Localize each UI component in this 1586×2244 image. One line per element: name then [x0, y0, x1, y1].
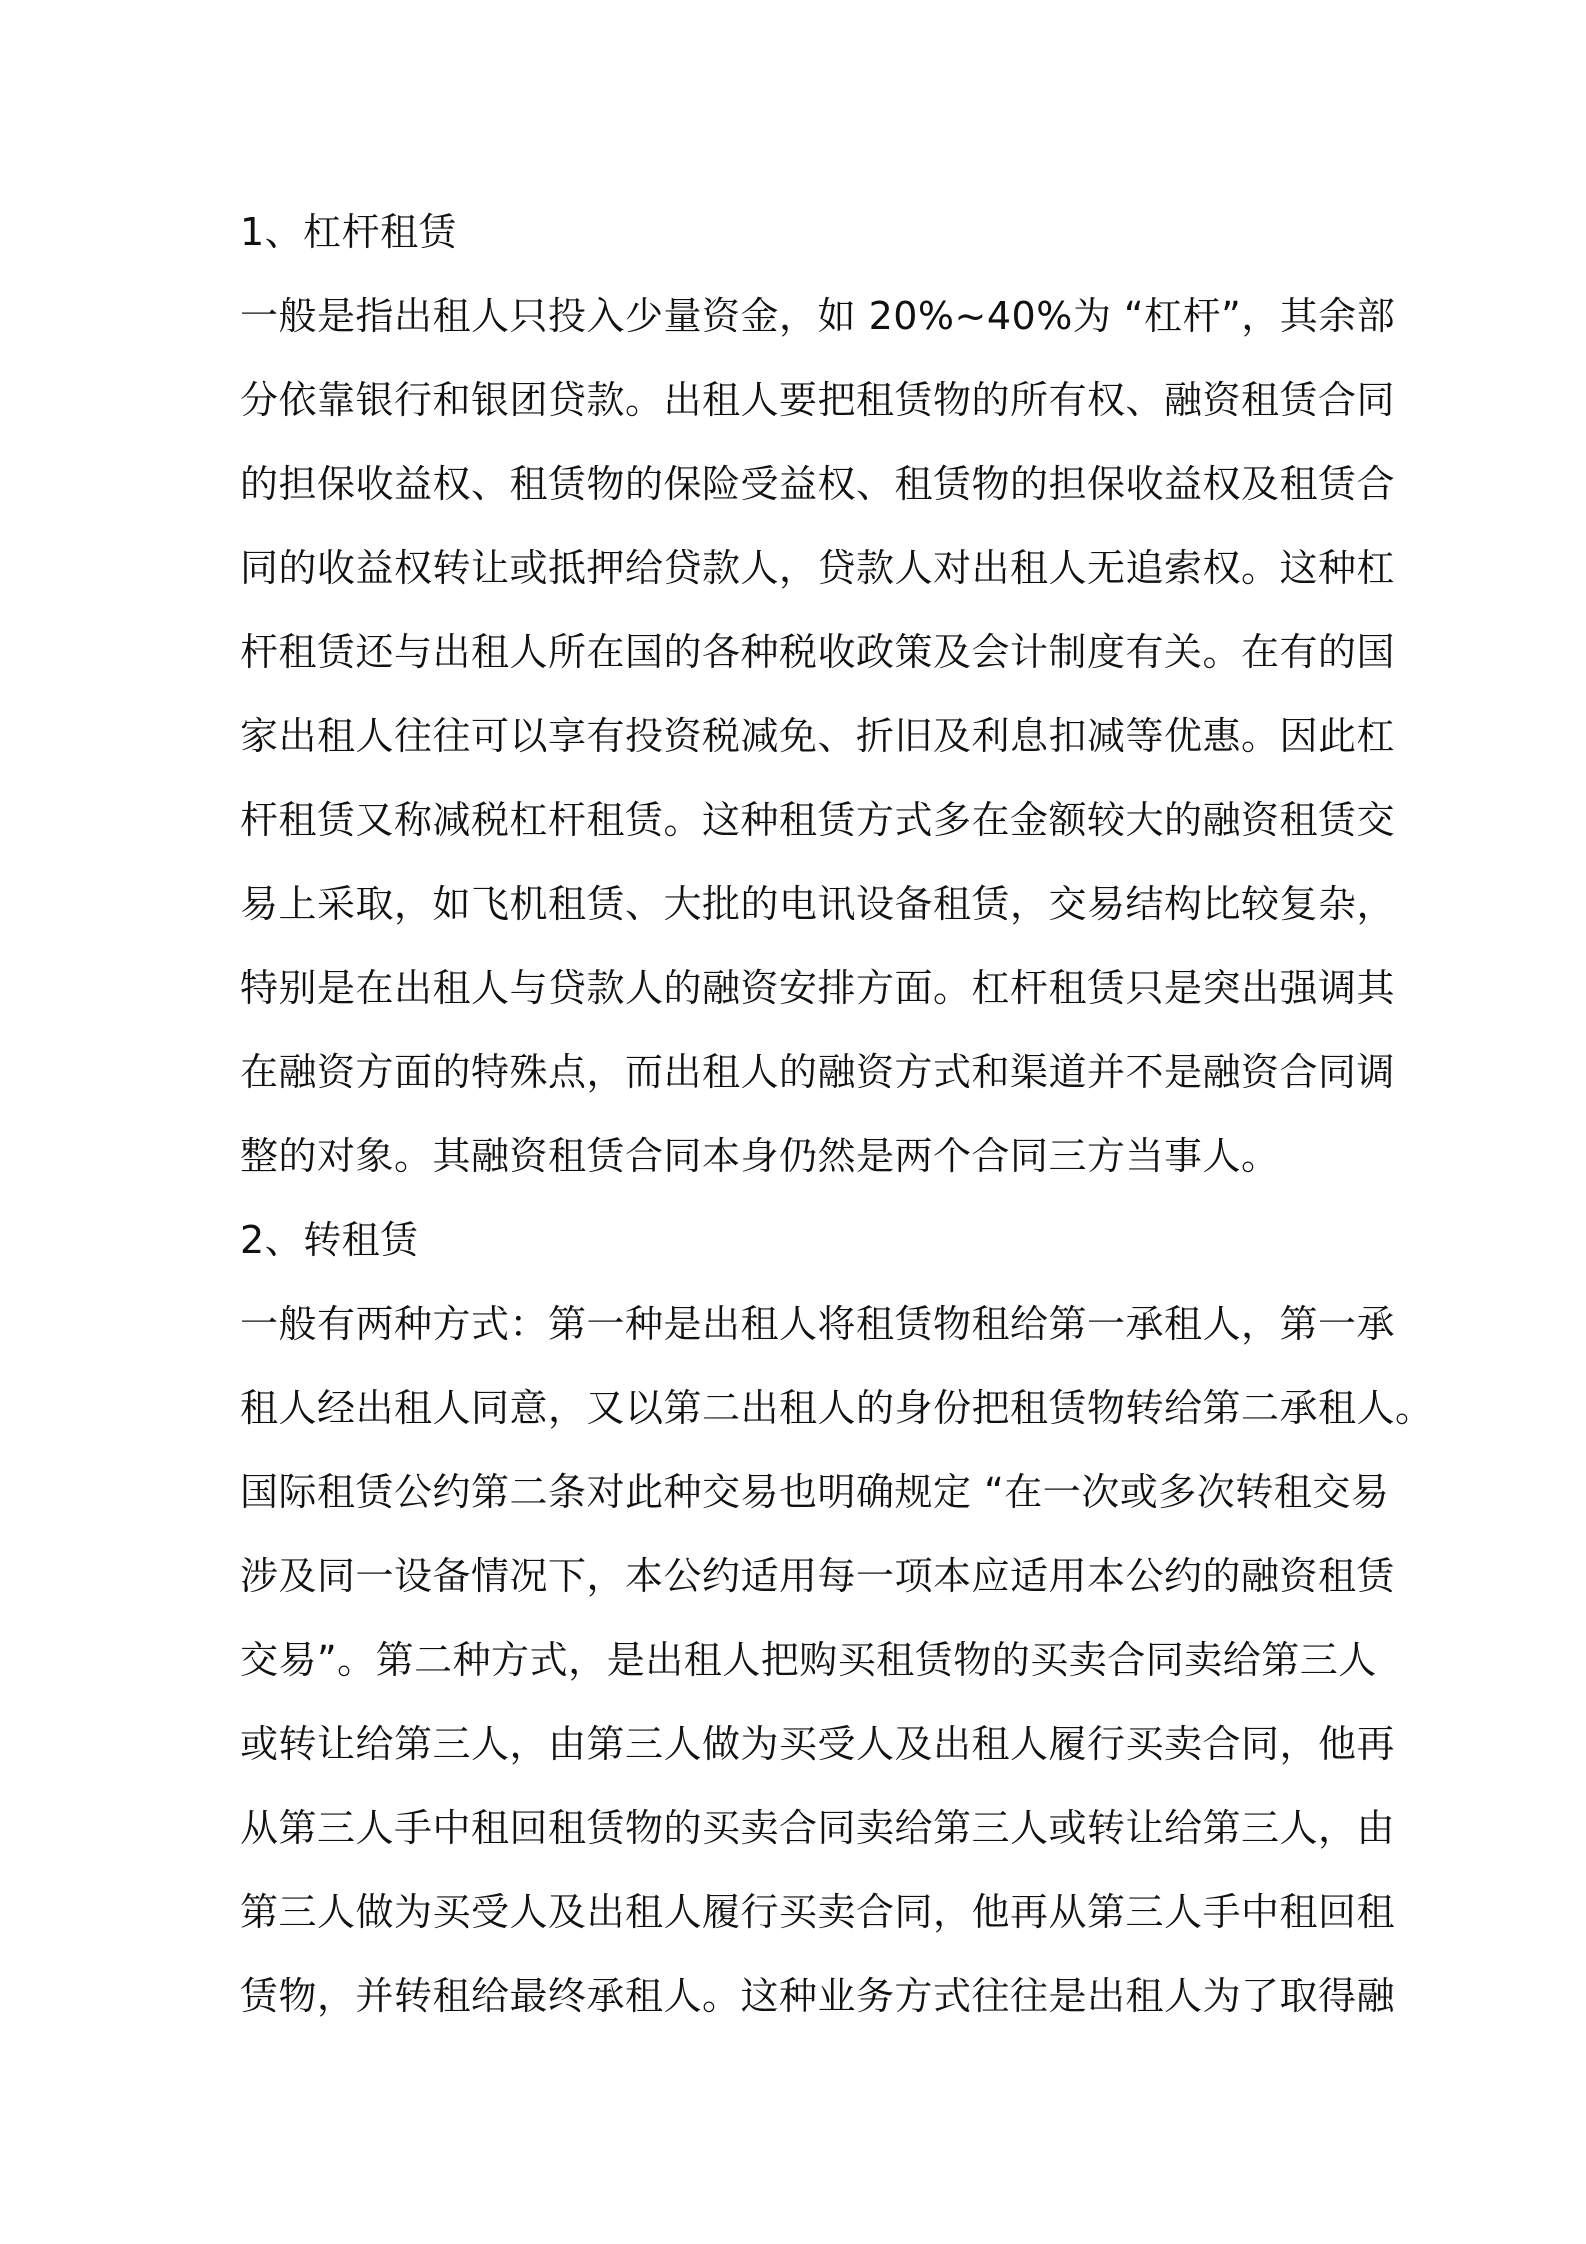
section-2-line-5: 交易”。第二种方式，是出租人把购买租赁物的买卖合同卖给第三人	[240, 1638, 1377, 1682]
section-2-line-4: 涉及同一设备情况下，本公约适用每一项本应适用本公约的融资租赁	[240, 1554, 1396, 1598]
section-2-line-7: 从第三人手中租回租赁物的买卖合同卖给第三人或转让给第三人，由	[240, 1806, 1396, 1850]
section-2-line-1: 一般有两种方式：第一种是出租人将租赁物租给第一承租人，第一承	[240, 1302, 1396, 1346]
section-1-line-1: 一般是指出租人只投入少量资金，如 20%~40%为 “杠杆”，其余部	[240, 294, 1396, 338]
section-2-line-2: 租人经出租人同意，又以第二出租人的身份把租赁物转给第二承租人。	[240, 1386, 1434, 1430]
section-1-line-6: 家出租人往往可以享有投资税减免、折旧及利息扣减等优惠。因此杠	[240, 714, 1396, 758]
section-1-heading: 1、杠杆租赁	[240, 210, 458, 254]
section-1-line-4: 同的收益权转让或抵押给贷款人，贷款人对出租人无追索权。这种杠	[240, 546, 1396, 590]
section-2-line-3: 国际租赁公约第二条对此种交易也明确规定 “在一次或多次转租交易	[240, 1470, 1390, 1514]
section-2-line-6: 或转让给第三人，由第三人做为买受人及出租人履行买卖合同，他再	[240, 1722, 1396, 1766]
section-2-line-9: 赁物，并转租给最终承租人。这种业务方式往往是出租人为了取得融	[240, 1974, 1396, 2018]
section-1-line-3: 的担保收益权、租赁物的保险受益权、租赁物的担保收益权及租赁合	[240, 462, 1396, 506]
section-2-heading: 2、转租赁	[240, 1218, 419, 1262]
section-1-line-8: 易上采取，如飞机租赁、大批的电讯设备租赁，交易结构比较复杂，	[240, 882, 1396, 926]
section-1-line-11: 整的对象。其融资租赁合同本身仍然是两个合同三方当事人。	[240, 1134, 1280, 1178]
document-page	[240, 190, 1434, 2038]
section-1-line-5: 杆租赁还与出租人所在国的各种税收政策及会计制度有关。在有的国	[240, 630, 1396, 674]
section-1-line-7: 杆租赁又称减税杠杆租赁。这种租赁方式多在金额较大的融资租赁交	[240, 798, 1396, 842]
section-1-line-2: 分依靠银行和银团贷款。出租人要把租赁物的所有权、融资租赁合同	[240, 378, 1396, 422]
section-2-line-8: 第三人做为买受人及出租人履行买卖合同，他再从第三人手中租回租	[240, 1890, 1396, 1934]
section-1-line-10: 在融资方面的特殊点，而出租人的融资方式和渠道并不是融资合同调	[240, 1050, 1396, 1094]
section-1-line-9: 特别是在出租人与贷款人的融资安排方面。杠杆租赁只是突出强调其	[240, 966, 1396, 1010]
